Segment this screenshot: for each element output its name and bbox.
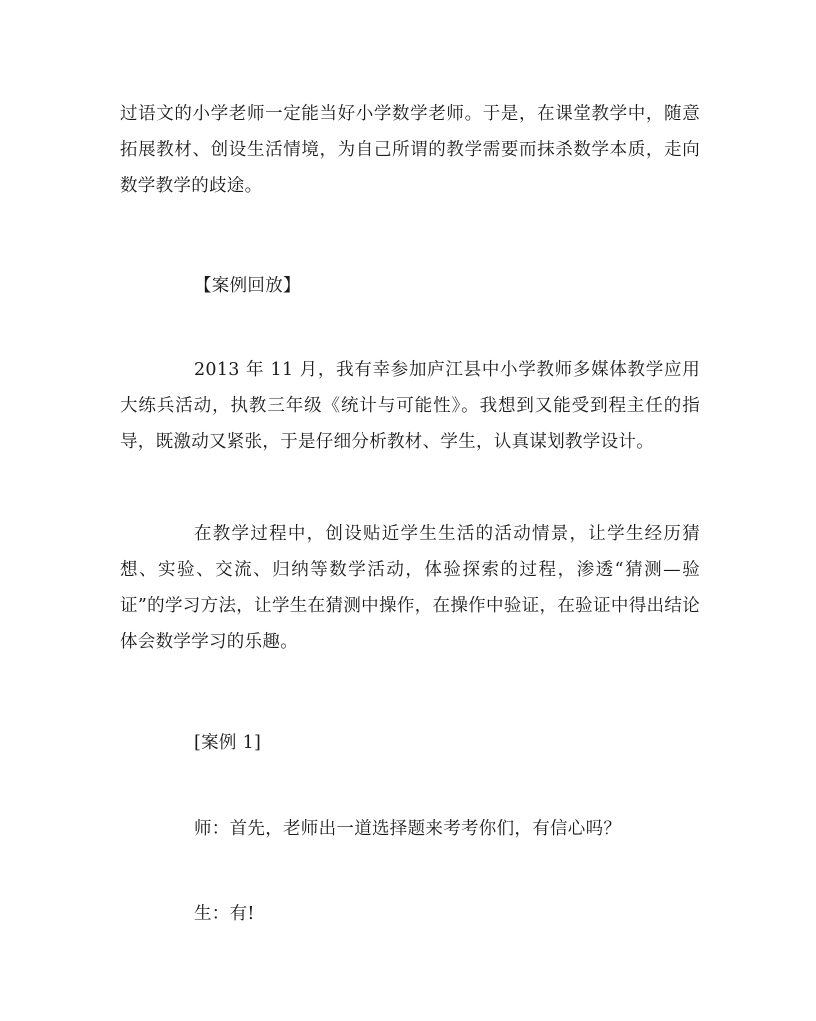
dialogue-teacher-line: 师：首先，老师出一道选择题来考考你们，有信心吗？	[194, 819, 622, 839]
dialogue-student-line: 生：有!	[194, 904, 255, 924]
section-heading-case-review: 【案例回放】	[194, 276, 301, 296]
paragraph-case-background: 2013 年 11 月，我有幸参加庐江县中小学教师多媒体教学应用大练兵活动，执教三年级《统计与可能性》。我想到又能受到程主任的指导，既激动又紧张，于是仔细分析教材、学生，认真谋划教学设计。	[120, 360, 700, 452]
case-label-1: [案例 1]	[194, 733, 262, 753]
paragraph-intro-continued: 过语文的小学老师一定能当好小学数学老师。于是，在课堂教学中，随意拓展教材、创设生活情境，为自己所谓的教学需要而抹杀数学本质，走向数学教学的歧途。	[120, 104, 700, 196]
paragraph-teaching-process: 在教学过程中，创设贴近学生生活的活动情景，让学生经历猜想、实验、交流、归纳等数学活动，体验探索的过程，渗透“猜测—验证”的学习方法，让学生在猜测中操作，在操作中验证，在验证中得出结论体会数学学习的乐趣。	[120, 524, 700, 652]
